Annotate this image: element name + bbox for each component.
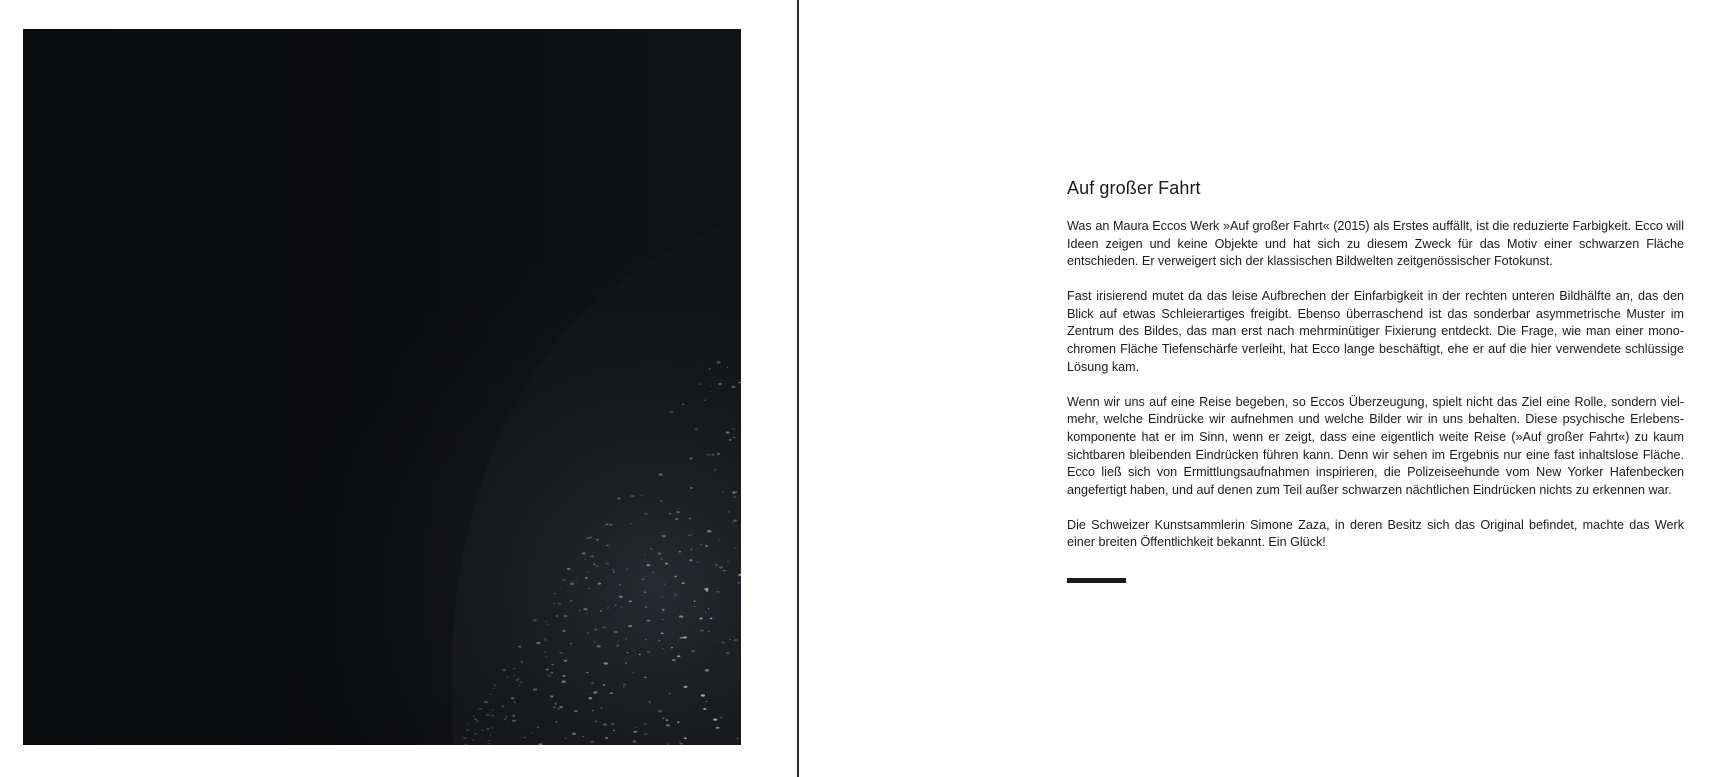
photo-sparkle (613, 631, 617, 633)
photo-sparkle (701, 479, 702, 480)
photo-sparkle (644, 723, 647, 725)
photo-sparkle (722, 641, 726, 643)
photo-sparkle (463, 737, 467, 739)
photo-sparkle (689, 518, 691, 519)
photo-sparkle (722, 492, 724, 493)
photo-sparkle (644, 592, 646, 593)
photo-sparkle (683, 636, 687, 638)
photo-sparkle (732, 522, 733, 523)
photo-sparkle (466, 729, 469, 731)
photo-sparkle (572, 581, 574, 582)
photo-sparkle (570, 583, 574, 585)
photo-sparkle (723, 570, 726, 572)
photo-sparkle (576, 578, 577, 579)
photo-sparkle (513, 701, 516, 702)
photo-sparkle (486, 714, 490, 716)
photo-sparkle (732, 428, 735, 430)
photo-sparkle (681, 582, 684, 584)
photo-sparkle (713, 718, 717, 720)
photo-sparkle (703, 708, 706, 710)
photo-sparkle (666, 724, 670, 726)
photo-sparkle (546, 621, 548, 622)
photo-sparkle (699, 618, 702, 620)
photo-sparkle (615, 605, 617, 606)
photo-sparkle (567, 568, 571, 570)
photo-sparkle (480, 708, 483, 710)
photo-sparkle (596, 645, 600, 647)
photo-sparkle (677, 722, 679, 723)
photo-sparkle (621, 606, 623, 607)
photo-sparkle (706, 701, 708, 702)
photo-sparkle (554, 593, 556, 594)
photo-sparkle (519, 682, 522, 684)
photo-sparkle (690, 673, 691, 674)
photo-sparkle (533, 688, 537, 690)
photo-sparkle (574, 710, 578, 712)
article-title: Auf großer Fahrt (1067, 178, 1201, 198)
photo-sparkle (536, 642, 540, 644)
photo-sparkle (633, 731, 637, 733)
photo-sparkle (644, 606, 647, 608)
photo-sparkle (704, 588, 708, 590)
photo-sparkle (547, 624, 548, 625)
photo-sparkle (590, 741, 594, 743)
photo-sparkle (502, 669, 506, 671)
photo-sparkle (582, 552, 586, 554)
photo-sparkle (516, 679, 518, 680)
photo-sparkle (733, 496, 736, 498)
photo-sparkle (694, 601, 696, 602)
photo-sparkle (617, 640, 619, 641)
photo-sparkle (726, 652, 730, 654)
photo-sparkle (473, 716, 475, 717)
photo-sparkle (489, 740, 491, 741)
photo-sparkle (553, 603, 555, 604)
photo-sparkle (625, 638, 626, 639)
photo-sparkle (513, 675, 516, 677)
photo-sparkle (627, 652, 629, 653)
photo-sparkle (587, 632, 590, 634)
photo-sparkle (558, 708, 561, 710)
photo-sparkle (491, 714, 495, 716)
photo-sparkle (662, 717, 665, 719)
photo-sparkle (657, 552, 661, 554)
photo-sparkle (616, 645, 619, 647)
photo-sparkle (612, 569, 615, 571)
photo-sparkle (562, 579, 566, 581)
photo-sparkle (570, 600, 572, 601)
photo-sparkle (518, 678, 521, 680)
photo-sparkle (635, 727, 636, 728)
photo-sparkle (553, 706, 557, 708)
photo-sparkle (562, 675, 566, 677)
photo-sparkle (662, 535, 666, 537)
photo-sparkle (689, 458, 693, 460)
photo-sparkle (519, 685, 520, 686)
photo-sparkle (710, 618, 713, 619)
photo-sparkle (564, 660, 568, 662)
photo-sparkle (737, 738, 739, 739)
photo-sparkle (491, 727, 492, 728)
photo-sparkle (665, 563, 668, 565)
photo-sparkle (717, 641, 718, 642)
photo-sparkle (646, 564, 650, 566)
photo-sparkle (731, 386, 735, 388)
photo-sparkle (652, 572, 654, 573)
photo-sparkle (537, 726, 540, 728)
photo-sparkle (468, 723, 470, 724)
photo-sparkle (727, 561, 730, 562)
photo-sparkle (494, 684, 495, 685)
photo-sparkle (706, 454, 710, 456)
photo-sparkle (704, 400, 706, 401)
photo-sparkle (639, 654, 641, 655)
photo-sparkle (512, 720, 516, 722)
photo-sparkle (632, 740, 636, 742)
photo-sparkle (634, 650, 635, 651)
photo-sparkle (718, 383, 722, 385)
photo-sparkle (605, 737, 608, 739)
photo-sparkle (667, 744, 669, 745)
photo-sparkle (545, 639, 547, 640)
photo-sparkle (619, 596, 623, 598)
photo-sparkle (709, 368, 711, 369)
photo-sparkle (602, 626, 606, 628)
photo-sparkle (632, 672, 634, 673)
photo-sparkle (562, 681, 566, 683)
photo-sparkle (662, 648, 664, 649)
photo-sparkle (610, 692, 614, 694)
photo-sparkle (595, 721, 598, 723)
photo-sparkle (644, 677, 646, 678)
photo-sparkle (512, 715, 515, 717)
photo-sparkle (698, 383, 701, 385)
photo-sparkle (623, 684, 627, 686)
photo-sparkle (570, 643, 572, 644)
photo-sparkle (670, 411, 674, 413)
photo-sparkle (591, 710, 594, 711)
photo-sparkle (594, 641, 596, 642)
photo-sparkle (606, 562, 610, 564)
photo-sparkle (661, 632, 664, 634)
photo-sparkle (586, 672, 588, 673)
photo-sparkle (630, 523, 632, 524)
right-page (799, 0, 1722, 777)
photo-sparkle (690, 487, 693, 489)
photo-sparkle (679, 615, 683, 617)
photo-sparkle (727, 511, 730, 512)
photo-sparkle (677, 655, 681, 657)
photo-sparkle (661, 596, 663, 597)
photo-sparkle (511, 697, 515, 699)
photo-sparkle (719, 717, 722, 719)
photo-sparkle (673, 594, 677, 596)
photo-sparkle (727, 367, 729, 368)
photo-sparkle (688, 535, 690, 536)
photo-sparkle (559, 706, 563, 708)
photo-sparkle (524, 737, 526, 738)
photo-sparkle (588, 697, 592, 699)
photo-sparkle (658, 640, 660, 641)
photo-sparkle (613, 730, 615, 731)
photo-sparkle (604, 662, 608, 664)
photo-sparkle (551, 664, 554, 666)
photo-sparkle (672, 659, 676, 661)
photo-sparkle (641, 495, 642, 496)
photo-sparkle (679, 551, 681, 552)
photo-sparkle (556, 615, 558, 616)
photo-sparkle (709, 391, 711, 392)
photo-sparkle (675, 518, 678, 520)
photo-sparkle (533, 619, 537, 621)
photo-sparkle (547, 675, 551, 677)
photo-sparkle (563, 615, 567, 617)
photo-sparkle (646, 620, 650, 622)
photo-sparkle (594, 628, 597, 630)
end-rule (1067, 578, 1126, 583)
photo-sparkle (647, 651, 651, 653)
photo-sparkle (481, 706, 482, 707)
photo-sparkle (691, 549, 693, 550)
artwork-photo (23, 29, 741, 745)
photo-sparkle (593, 691, 597, 693)
photo-sparkle (606, 545, 609, 547)
photo-sparkle (644, 554, 646, 555)
photo-sparkle (727, 432, 728, 433)
photo-sparkle (708, 631, 710, 632)
photo-sparkle (691, 534, 694, 536)
photo-sparkle (608, 524, 612, 526)
photo-sparkle (689, 559, 693, 561)
photo-sparkle (733, 639, 737, 641)
photo-sparkle (506, 677, 508, 678)
photo-sparkle (645, 639, 647, 640)
photo-sparkle (546, 656, 547, 657)
photo-sparkle (732, 492, 736, 494)
photo-sparkle (484, 701, 488, 703)
photo-sparkle (717, 361, 721, 363)
paragraph-1: Was an Maura Eccos Werk »Auf großer Fahrt« (2015) als Erstes auffällt, ist die reduzierte Farbigkeit. Ecco will Ideen zeigen und keine Objekte und hat sich zu diesem Zweck für das Motiv einer schwarzen Fläche entschieden. Er verweigert sich der klassischen Bildwelten zeitgenössischer Fotokunst. (1067, 219, 1684, 269)
photo-sparkle (565, 657, 567, 658)
photo-sparkle (680, 637, 683, 639)
photo-sparkle (630, 495, 634, 497)
photo-sparkle (669, 513, 672, 514)
photo-sparkle (617, 498, 621, 500)
photo-sparkle (691, 650, 695, 652)
photo-sparkle (625, 662, 627, 663)
photo-sparkle (587, 571, 589, 572)
photo-sparkle (586, 613, 587, 614)
photo-sparkle (648, 701, 650, 702)
photo-sparkle (475, 722, 477, 723)
photo-sparkle (712, 454, 715, 455)
photo-sparkle (602, 684, 605, 686)
photo-sparkle (583, 608, 587, 610)
photo-sparkle (487, 743, 490, 745)
photo-sparkle (555, 704, 556, 705)
photo-sparkle (628, 625, 632, 627)
photo-sparkle (644, 513, 648, 515)
photo-sparkle (641, 578, 645, 580)
photo-sparkle (716, 727, 720, 729)
photo-sparkle (603, 723, 607, 725)
photo-sparkle (611, 723, 614, 725)
photo-sparkle (662, 619, 663, 620)
photo-sparkle (701, 367, 703, 368)
photo-sparkle (684, 737, 687, 739)
photo-sparkle (513, 668, 516, 670)
photo-sparkle (707, 530, 711, 532)
photo-sparkle (584, 577, 588, 579)
photo-sparkle (671, 647, 673, 648)
photo-sparkle (705, 669, 709, 671)
photo-sparkle (729, 639, 730, 640)
photo-sparkle (598, 583, 602, 585)
photo-sparkle (551, 672, 554, 673)
photo-sparkle (595, 565, 599, 567)
photo-sparkle (710, 385, 712, 386)
photo-sparkle (613, 571, 615, 572)
photo-sparkle (733, 520, 737, 522)
photo-sparkle (701, 694, 705, 696)
photo-sparkle (700, 544, 703, 546)
photo-sparkle (559, 652, 563, 654)
photo-sparkle (738, 582, 741, 584)
photo-sparkle (590, 555, 594, 557)
photo-sparkle (683, 686, 687, 688)
photo-sparkle (562, 630, 565, 632)
photo-sparkle (664, 584, 665, 585)
photo-sparkle (588, 588, 590, 589)
photo-sparkle (474, 718, 477, 720)
photo-sparkle (705, 545, 708, 547)
photo-sparkle (590, 537, 592, 538)
photo-sparkle (565, 738, 566, 739)
photo-sparkle (531, 732, 533, 733)
photo-sparkle (520, 661, 523, 663)
photo-sparkle (488, 694, 489, 695)
photo-sparkle (694, 606, 695, 607)
photo-sparkle (593, 564, 595, 565)
photo-sparkle (736, 492, 738, 493)
photo-sparkle (481, 730, 484, 732)
photo-sparkle (492, 688, 494, 689)
photo-sparkle (557, 603, 561, 605)
photo-sparkle (503, 718, 506, 720)
photo-sparkle (486, 728, 489, 730)
photo-sparkle (490, 734, 492, 735)
photo-sparkle (550, 695, 554, 697)
photo-sparkle (674, 576, 677, 578)
photo-sparkle (626, 569, 628, 570)
photo-sparkle (491, 728, 493, 729)
photo-sparkle (505, 716, 507, 717)
photo-sparkle (660, 500, 663, 502)
photo-sparkle (658, 473, 662, 475)
photo-sparkle (714, 469, 716, 470)
photo-sparkle (719, 540, 720, 541)
paragraph-4: Die Schweizer Kunstsammlerin Simone Zaza, in deren Besitz sich das Original befindet, machte das Werk einer breiten Öffentlichkeit bekannt. Ein Glück! (1067, 517, 1684, 550)
photo-sparkle (591, 682, 594, 684)
photo-sparkle (472, 739, 474, 740)
photo-sparkle (476, 720, 478, 721)
photo-sparkle (680, 743, 683, 745)
photo-sparkle (644, 733, 647, 735)
photo-sparkle (507, 723, 508, 724)
photo-sparkle (600, 707, 603, 709)
photo-sparkle (596, 539, 600, 541)
photo-sparkle (695, 428, 698, 430)
photo-sparkle (501, 706, 504, 708)
photo-sparkle (491, 709, 494, 710)
photo-sparkle (490, 694, 492, 695)
photo-sparkle (587, 537, 591, 539)
photo-sparkle (719, 566, 723, 568)
photo-sparkle (716, 591, 719, 593)
photo-sparkle (729, 439, 732, 441)
photo-sparkle (734, 548, 736, 549)
photo-sparkle (629, 600, 632, 602)
photo-sparkle (650, 548, 652, 549)
photo-sparkle (572, 733, 576, 735)
photo-sparkle (600, 610, 602, 611)
photo-sparkle (607, 607, 610, 609)
photo-sparkle (544, 638, 546, 639)
photo-sparkle (518, 646, 521, 648)
photo-sparkle (705, 612, 706, 613)
photo-sparkle (655, 630, 656, 631)
left-page (0, 0, 797, 777)
photo-sparkle (546, 669, 549, 671)
photo-sparkle (494, 685, 496, 686)
photo-sparkle (662, 609, 665, 611)
photo-sparkle (682, 404, 684, 405)
photo-sparkle (474, 733, 477, 735)
photo-sparkle (556, 721, 558, 722)
photo-sparkle (658, 710, 662, 712)
photo-sparkle (561, 587, 562, 588)
photo-sparkle (582, 736, 584, 737)
photo-sparkle (585, 693, 586, 694)
photo-sparkle (623, 687, 624, 688)
photo-sparkle (676, 511, 680, 513)
photo-sparkle (578, 610, 581, 612)
photo-sparkle (565, 581, 566, 582)
paragraph-3: Wenn wir uns auf eine Reise begeben, so Eccos Überzeugung, spielt nicht das Ziel eine Rolle, sondern vielmehr, welche Eindrücke wir aufnehmen und welche Bilder wir in uns behalten. Diese psychische Erlebenskomponente hat er im Sinn, wenn er zeigt, dass eine eigentlich weite Reise (»Auf großer Fahrt«) zu kaum sichtbaren bleibenden Eindrücken führen kann. Denn wir sehen im Ergebnis nur eine fast inhaltslose Fläche. Ecco ließ sich von Ermittlungsaufnahmen inspirieren, die Polizeiseehunde vom New Yorker Hafenbecken angefertigt haben, und auf denen zum Teil außer schwarzen nächtlichen Eindrücken nichts zu erkennen war. (1067, 394, 1684, 497)
photo-sparkle (693, 383, 694, 384)
photo-sparkle (660, 558, 663, 560)
photo-sparkle (732, 437, 735, 439)
photo-sparkle (708, 608, 710, 609)
photo-sparkle (544, 651, 546, 652)
article (1067, 176, 1684, 583)
photo-sparkle (697, 562, 699, 563)
photo-sparkle (666, 719, 669, 721)
photo-sparkle (700, 629, 704, 631)
photo-sparkle (584, 559, 586, 560)
photo-sparkle (706, 590, 709, 591)
photo-sparkle (715, 564, 718, 566)
photo-sparkle (619, 584, 621, 585)
photo-sparkle (679, 742, 681, 743)
paragraph-2: Fast irisierend mutet da das leise Aufbrechen der Einfarbigkeit in der rechten unteren Bildhälfte an, das den Blick auf etwas Schleierartiges freigibt. Ebenso überraschend ist das sonderbar asymmetrische Muster im Zentrum des Bildes, das man erst nach mehrminütiger Fixierung entdeckt. Die Frage, wie man einer monochromen Fläche Tiefenschärfe verleiht, hat Ecco lange beschäftigt, ehe er auf die hier verwendete schlüssige Lösung kam. (1067, 289, 1684, 374)
photo-sparkle (605, 523, 608, 525)
photo-sparkle (669, 693, 670, 694)
photo-sparkle (717, 453, 720, 455)
